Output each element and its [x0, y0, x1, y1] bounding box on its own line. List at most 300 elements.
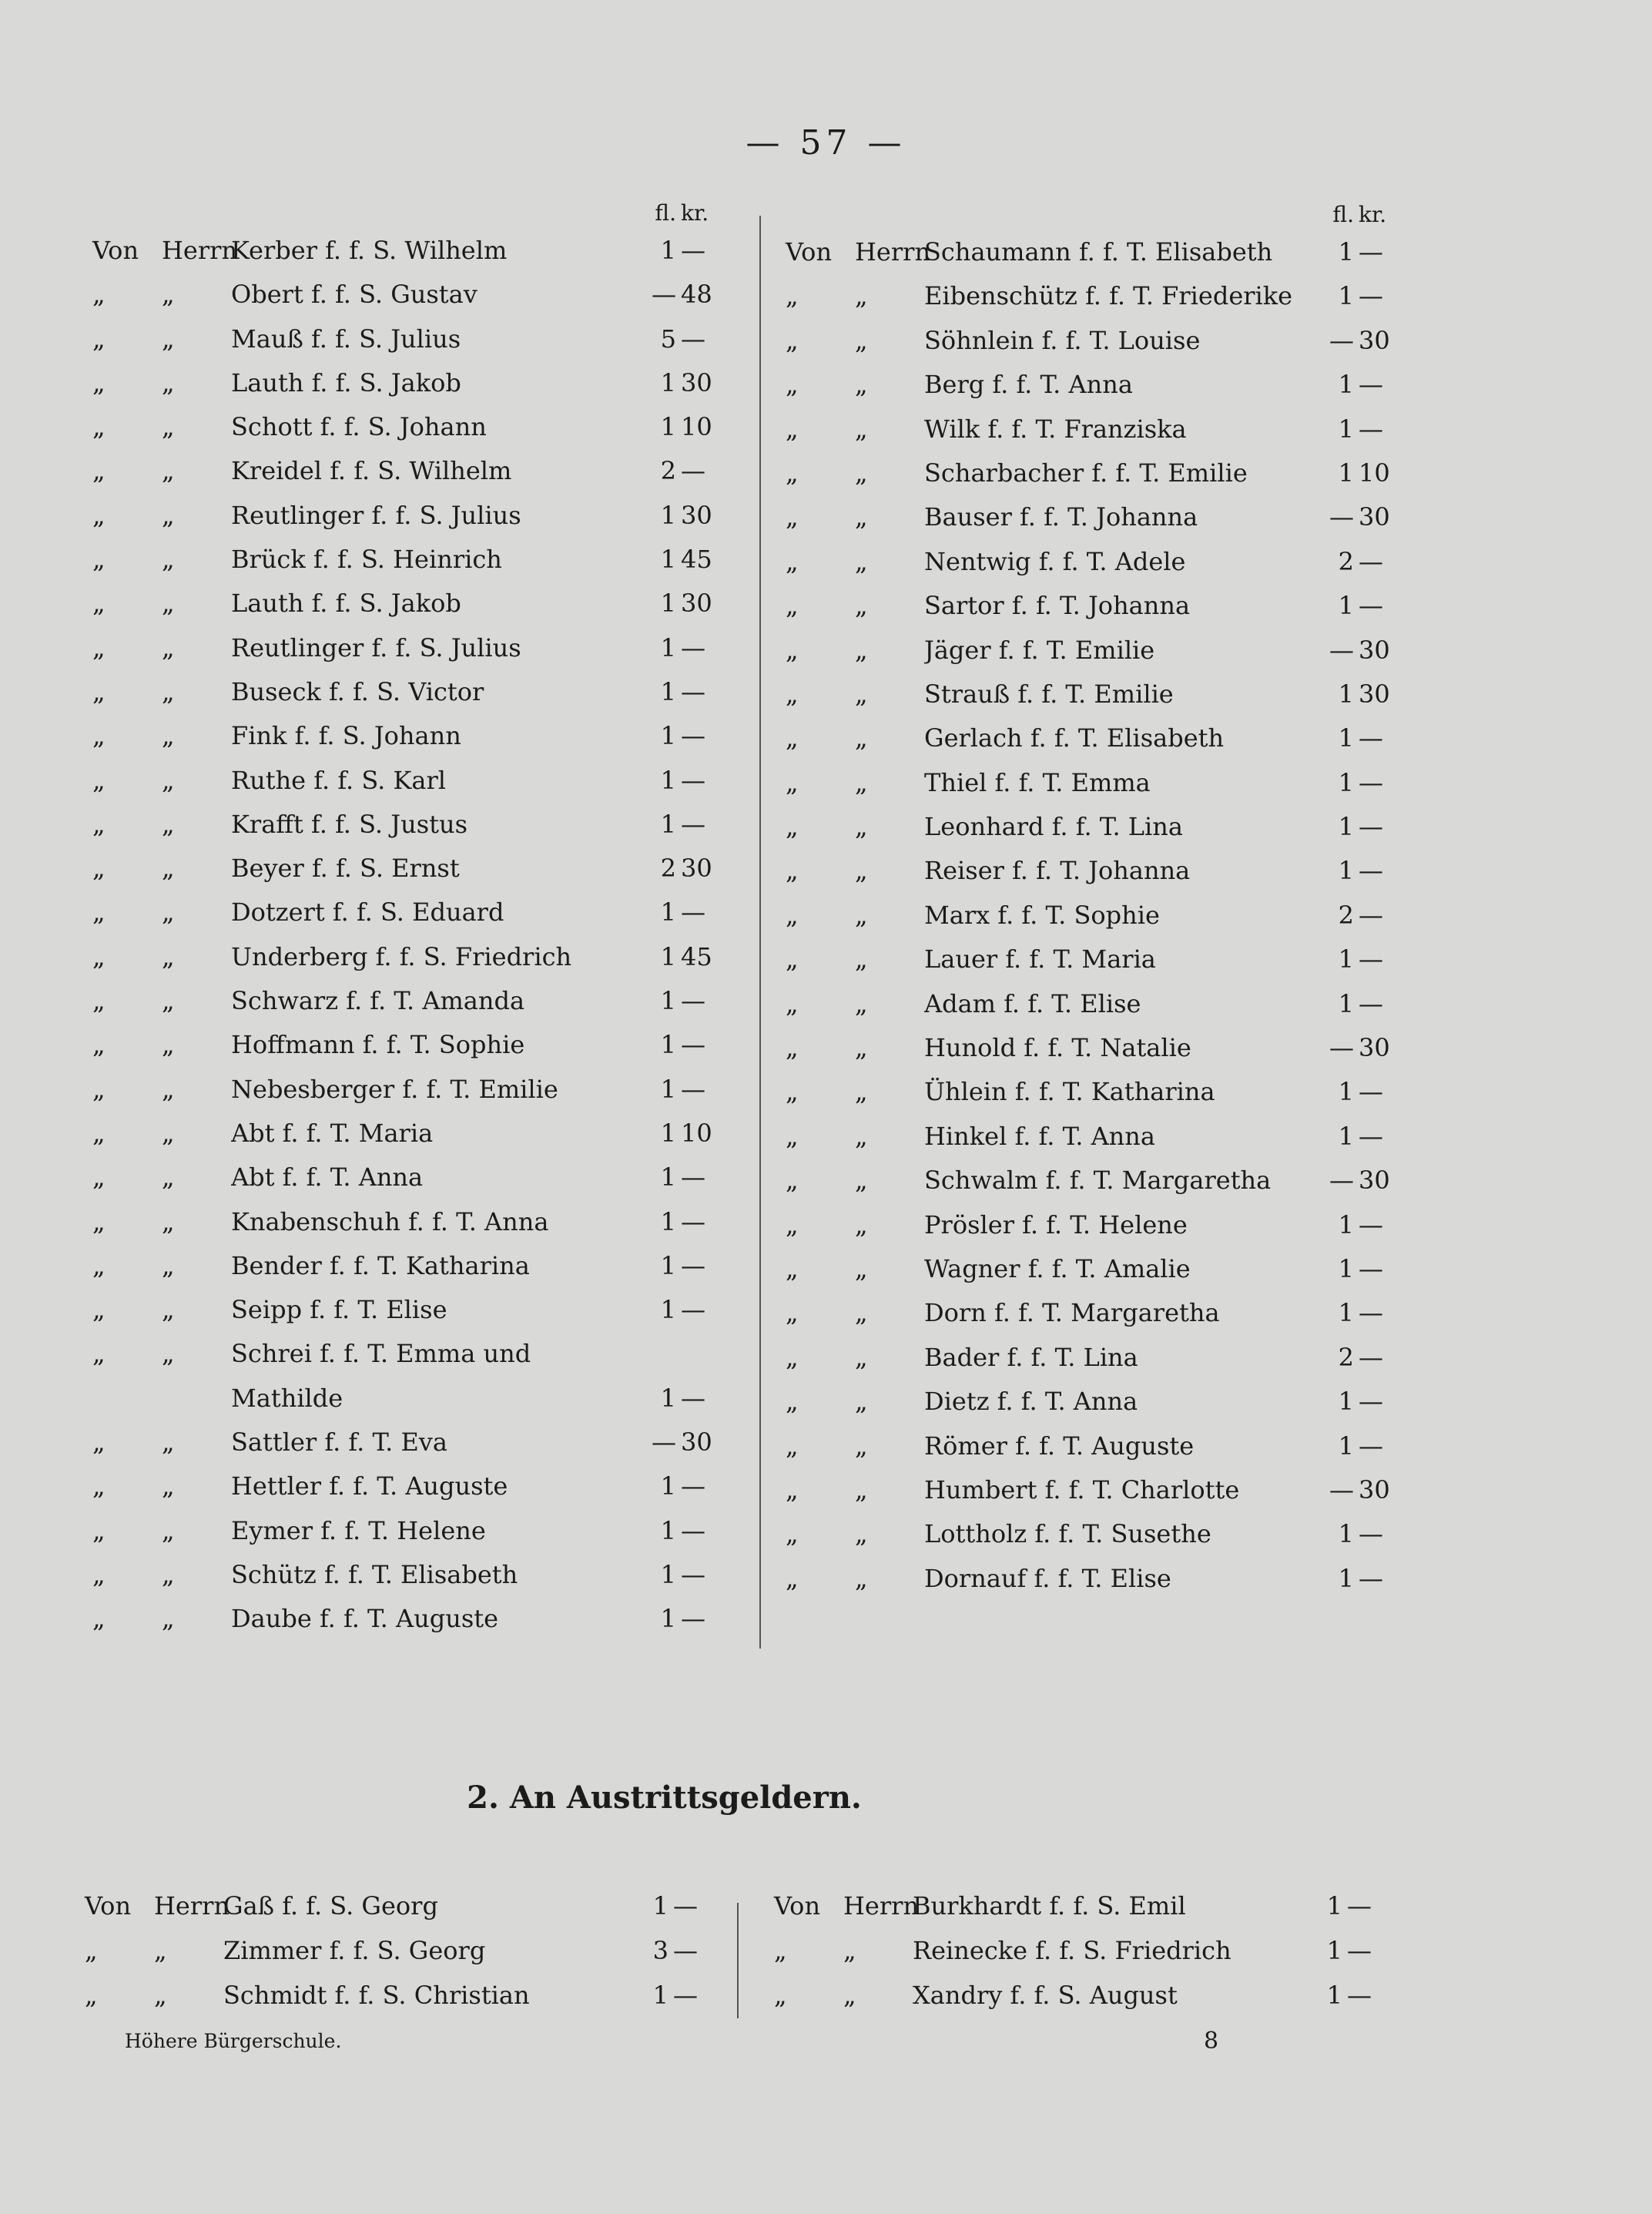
entry-row	[92, 1030, 724, 1074]
entry-row	[92, 1516, 724, 1560]
entry-row	[92, 501, 724, 545]
greeting: „	[786, 900, 799, 930]
entry-name: Söhnlein f. f. T. Louise	[924, 325, 1201, 355]
greeting: „	[92, 1339, 106, 1369]
amount-fl: 1	[1338, 591, 1354, 621]
greeting: „	[92, 500, 106, 530]
entry-row	[774, 1981, 1390, 2025]
unit-kr: kr.	[681, 200, 709, 226]
amount-fl: 1	[660, 986, 676, 1016]
amount-kr: —	[681, 1295, 705, 1325]
title: „	[855, 1387, 868, 1417]
entry-row	[92, 1295, 724, 1339]
entry-name: Lauer f. f. T. Maria	[924, 944, 1156, 974]
title: „	[855, 812, 868, 842]
entry-name: Obert f. f. S. Gustav	[231, 280, 478, 310]
entry-row	[786, 1122, 1402, 1166]
entries	[774, 1891, 1390, 2025]
title: „	[855, 1121, 868, 1151]
entry-name: Seipp f. f. T. Elise	[231, 1295, 447, 1325]
title: „	[855, 1166, 868, 1196]
amount-fl: —	[652, 280, 676, 310]
entry-row	[786, 281, 1402, 325]
entry-row	[786, 901, 1402, 944]
title: „	[162, 1427, 175, 1458]
amount-kr: —	[681, 897, 705, 928]
amount-kr: —	[1347, 1981, 1372, 2010]
entry-row	[786, 1210, 1402, 1254]
title: „	[162, 1559, 175, 1589]
unit-header	[786, 202, 1402, 237]
amount-kr: —	[673, 1981, 698, 2010]
amount-fl: 2	[660, 456, 676, 486]
entry-name: Humbert f. f. T. Charlotte	[924, 1474, 1240, 1505]
greeting: „	[92, 324, 106, 354]
greeting: „	[92, 1206, 106, 1236]
greeting: „	[786, 325, 799, 355]
title: „	[162, 1471, 175, 1501]
entry-row	[786, 591, 1402, 635]
right-column-bottom	[774, 1891, 1390, 2025]
footer-right: 8	[1204, 2028, 1219, 2055]
entry-name: Scharbacher f. f. T. Emilie	[924, 458, 1248, 488]
entry-name: Dietz f. f. T. Anna	[924, 1387, 1138, 1417]
entries	[85, 1891, 716, 2025]
amount-kr: 45	[681, 545, 712, 575]
entry-name: Hunold f. f. T. Natalie	[924, 1033, 1191, 1063]
amount-kr: 30	[681, 589, 712, 619]
entry-row	[786, 1033, 1402, 1077]
entry-row	[786, 856, 1402, 900]
amount-fl: 1	[1338, 237, 1354, 267]
entry-name: Schwalm f. f. T. Margaretha	[924, 1166, 1272, 1196]
entry-row	[92, 986, 724, 1030]
greeting: „	[92, 676, 106, 706]
title: „	[154, 1981, 167, 2010]
entry-name: Reinecke f. f. S. Friedrich	[913, 1936, 1231, 1965]
greeting: „	[92, 589, 106, 619]
title: „	[162, 941, 175, 971]
entry-name: Burkhardt f. f. S. Emil	[913, 1891, 1186, 1920]
amount-kr: —	[681, 1515, 705, 1545]
amount-fl: 2	[1338, 900, 1354, 930]
greeting: „	[786, 1033, 799, 1063]
entry-name: Hettler f. f. T. Auguste	[231, 1471, 508, 1501]
amount-fl: 1	[660, 1250, 676, 1280]
amount-fl: —	[1329, 502, 1354, 532]
entry-row	[786, 458, 1402, 502]
entry-row	[786, 1387, 1402, 1431]
entry-row	[92, 677, 724, 721]
greeting: „	[92, 854, 106, 884]
title: „	[162, 1250, 175, 1280]
amount-fl: 1	[660, 1030, 676, 1060]
amount-fl: 1	[660, 765, 676, 795]
amount-kr: —	[681, 1250, 705, 1280]
title: „	[162, 632, 175, 663]
title: „	[855, 1209, 868, 1240]
amount-kr: —	[1359, 591, 1383, 621]
amount-kr: 30	[1359, 502, 1390, 532]
title: „	[162, 280, 175, 310]
section-heading: 2. An Austrittsgeldern.	[467, 1780, 862, 1816]
entry-name: Eymer f. f. T. Helene	[231, 1515, 486, 1545]
amount-fl: 1	[1338, 1077, 1354, 1107]
amount-kr: —	[681, 1604, 705, 1634]
amount-kr: 30	[681, 1427, 712, 1458]
entry-row	[92, 1251, 724, 1295]
entry-row	[786, 547, 1402, 591]
entry-row	[92, 854, 724, 897]
amount-fl: 1	[660, 500, 676, 530]
greeting: „	[786, 812, 799, 842]
entry-row	[786, 1475, 1402, 1519]
entry-row	[774, 1891, 1390, 1936]
greeting: „	[85, 1936, 98, 1965]
title: „	[162, 986, 175, 1016]
entry-name: Kerber f. f. S. Wilhelm	[231, 236, 508, 265]
greeting: „	[786, 1431, 799, 1461]
entry-name: Zimmer f. f. S. Georg	[223, 1936, 486, 1965]
entry-row	[92, 1384, 724, 1427]
title: „	[855, 502, 868, 532]
greeting: „	[786, 1474, 799, 1505]
entry-name: Dorn f. f. T. Margaretha	[924, 1298, 1220, 1328]
entry-row	[92, 1427, 724, 1471]
greeting: Von	[786, 237, 833, 267]
amount-kr: —	[681, 456, 705, 486]
column-divider-bottom	[737, 1903, 739, 2018]
amount-kr: —	[1359, 944, 1383, 974]
entry-name: Mathilde	[231, 1383, 343, 1413]
title: „	[162, 500, 175, 530]
entry-row	[92, 456, 724, 500]
entry-name: Jäger f. f. T. Emilie	[924, 635, 1155, 665]
greeting: „	[786, 591, 799, 621]
amount-kr: —	[1359, 1342, 1383, 1372]
title: „	[855, 635, 868, 665]
greeting: „	[786, 1077, 799, 1107]
amount-fl: 1	[660, 897, 676, 928]
amount-kr: —	[1359, 988, 1383, 1018]
title: „	[855, 1342, 868, 1372]
amount-fl: 1	[1338, 1253, 1354, 1283]
entry-row	[92, 633, 724, 677]
title: „	[162, 721, 175, 751]
greeting: „	[786, 281, 799, 311]
amount-kr: —	[681, 765, 705, 795]
entry-row	[786, 989, 1402, 1033]
amount-kr: 10	[681, 1118, 712, 1148]
greeting: „	[92, 1295, 106, 1325]
amount-kr: —	[681, 1030, 705, 1060]
amount-kr: —	[673, 1891, 698, 1920]
entry-name: Römer f. f. T. Auguste	[924, 1431, 1195, 1461]
title: Herrn	[162, 236, 238, 265]
entry-name: Wagner f. f. T. Amalie	[924, 1253, 1191, 1283]
greeting: „	[92, 986, 106, 1016]
amount-kr: —	[681, 1559, 705, 1589]
entry-row	[92, 1075, 724, 1119]
entry-row	[92, 324, 724, 368]
amount-fl: —	[1329, 1166, 1354, 1196]
amount-kr: —	[681, 1074, 705, 1104]
greeting: Von	[85, 1891, 132, 1920]
entry-row	[786, 1564, 1402, 1608]
amount-fl: 1	[660, 367, 676, 398]
title: Herrn	[843, 1891, 920, 1920]
amount-kr: —	[1359, 812, 1383, 842]
amount-kr: —	[1359, 1519, 1383, 1549]
greeting: „	[92, 1604, 106, 1634]
amount-fl: 1	[1338, 1387, 1354, 1417]
amount-fl: 1	[1338, 767, 1354, 797]
greeting: „	[92, 1471, 106, 1501]
page-number: — 57 —	[746, 123, 906, 163]
amount-fl: 1	[660, 1206, 676, 1236]
unit-header	[92, 200, 724, 236]
entry-name: Beyer f. f. S. Ernst	[231, 854, 460, 884]
title: „	[162, 1118, 175, 1148]
right-column-top	[786, 202, 1402, 1608]
amount-kr: 30	[681, 367, 712, 398]
entry-name: Abt f. f. T. Anna	[231, 1162, 424, 1193]
amount-kr: —	[1359, 370, 1383, 400]
title: „	[843, 1981, 856, 2010]
entry-name: Wilk f. f. T. Franziska	[924, 414, 1187, 444]
amount-fl: 1	[660, 545, 676, 575]
amount-kr: 48	[681, 280, 712, 310]
entry-name: Strauß f. f. T. Emilie	[924, 679, 1174, 709]
title: „	[855, 281, 868, 311]
title: „	[162, 1339, 175, 1369]
entry-name: Underberg f. f. S. Friedrich	[231, 941, 572, 971]
entry-row	[92, 1560, 724, 1604]
amount-kr: —	[673, 1936, 698, 1965]
title: „	[162, 1206, 175, 1236]
entry-name: Bender f. f. T. Katharina	[231, 1250, 530, 1280]
greeting: „	[786, 1563, 799, 1593]
title: „	[855, 546, 868, 576]
entry-name: Knabenschuh f. f. T. Anna	[231, 1206, 549, 1236]
greeting: „	[786, 370, 799, 400]
title: „	[855, 1474, 868, 1505]
amount-fl: 1	[660, 1515, 676, 1545]
greeting: Von	[774, 1891, 821, 1920]
entry-name: Xandry f. f. S. August	[913, 1981, 1178, 2010]
amount-fl: —	[1329, 1033, 1354, 1063]
entry-row	[92, 897, 724, 941]
amount-kr: —	[681, 1383, 705, 1413]
title: „	[855, 325, 868, 355]
entry-name: Mauß f. f. S. Julius	[231, 324, 461, 354]
amount-fl: 1	[660, 721, 676, 751]
amount-kr: 30	[1359, 679, 1390, 709]
title: „	[855, 370, 868, 400]
entry-name: Ühlein f. f. T. Katharina	[924, 1077, 1215, 1107]
title: „	[162, 676, 175, 706]
greeting: „	[92, 809, 106, 839]
entries	[786, 237, 1402, 1608]
entry-row	[786, 1343, 1402, 1387]
greeting: „	[786, 1387, 799, 1417]
entries	[92, 236, 724, 1649]
title: „	[855, 1033, 868, 1063]
entry-name: Reutlinger f. f. S. Julius	[231, 632, 521, 663]
amount-kr: —	[1359, 856, 1383, 886]
title: „	[162, 854, 175, 884]
greeting: „	[92, 632, 106, 663]
title: Herrn	[855, 237, 931, 267]
amount-fl: 1	[1338, 1519, 1354, 1549]
amount-fl: 1	[1338, 723, 1354, 753]
entry-name: Schott f. f. S. Johann	[231, 412, 487, 442]
amount-fl: 1	[652, 1981, 669, 2010]
amount-fl: 1	[660, 1295, 676, 1325]
column-divider	[759, 216, 761, 1649]
amount-fl: 1	[660, 1471, 676, 1501]
entry-name: Lauth f. f. S. Jakob	[231, 589, 461, 619]
amount-fl: 1	[1338, 1431, 1354, 1461]
entry-name: Fink f. f. S. Johann	[231, 721, 461, 751]
greeting: „	[92, 1118, 106, 1148]
greeting: „	[786, 856, 799, 886]
title: „	[855, 591, 868, 621]
amount-fl: 1	[660, 676, 676, 706]
entry-row	[92, 368, 724, 412]
greeting: „	[786, 414, 799, 444]
amount-fl: 1	[1338, 812, 1354, 842]
amount-kr: —	[681, 632, 705, 663]
entry-row	[92, 545, 724, 589]
greeting: „	[92, 545, 106, 575]
entry-name: Ruthe f. f. S. Karl	[231, 765, 447, 795]
amount-fl: 2	[660, 854, 676, 884]
entry-name: Lauth f. f. S. Jakob	[231, 367, 461, 398]
greeting: „	[92, 1559, 106, 1589]
amount-fl: 1	[660, 809, 676, 839]
greeting: „	[774, 1936, 787, 1965]
amount-fl: 1	[660, 1559, 676, 1589]
left-column-top	[92, 200, 724, 1649]
amount-kr: —	[681, 676, 705, 706]
greeting: „	[786, 546, 799, 576]
amount-kr: 45	[681, 941, 712, 971]
entry-name: Schmidt f. f. S. Christian	[223, 1981, 530, 2010]
greeting: „	[786, 1166, 799, 1196]
entry-name: Reutlinger f. f. S. Julius	[231, 500, 521, 530]
greeting: „	[786, 1209, 799, 1240]
entry-row	[786, 723, 1402, 767]
entry-row	[786, 679, 1402, 723]
amount-kr: —	[1347, 1891, 1372, 1920]
title: „	[162, 1295, 175, 1325]
amount-fl: —	[652, 1427, 676, 1458]
amount-fl: —	[1329, 1474, 1354, 1505]
amount-fl: —	[1329, 635, 1354, 665]
amount-kr: 30	[1359, 325, 1390, 355]
title: „	[843, 1936, 856, 1965]
entry-row	[786, 370, 1402, 414]
entry-row	[92, 236, 724, 280]
greeting: „	[92, 941, 106, 971]
entry-row	[92, 1471, 724, 1515]
amount-fl: 1	[1338, 281, 1354, 311]
greeting: „	[786, 1342, 799, 1372]
title: „	[855, 988, 868, 1018]
entry-name: Leonhard f. f. T. Lina	[924, 812, 1183, 842]
amount-fl: 1	[1326, 1936, 1342, 1965]
entry-row	[786, 944, 1402, 988]
greeting: „	[786, 458, 799, 488]
amount-fl: 1	[1338, 856, 1354, 886]
amount-fl: 2	[1338, 546, 1354, 576]
unit-kr: kr.	[1359, 202, 1387, 227]
entry-name: Sattler f. f. T. Eva	[231, 1427, 447, 1458]
footer-left: Höhere Bürgerschule.	[125, 2030, 342, 2052]
entry-row	[92, 721, 724, 765]
amount-kr: —	[681, 1206, 705, 1236]
entry-name: Daube f. f. T. Auguste	[231, 1604, 499, 1634]
title: Herrn	[154, 1891, 230, 1920]
title: „	[162, 589, 175, 619]
entry-row	[786, 812, 1402, 856]
title: „	[162, 324, 175, 354]
entry-row	[85, 1891, 716, 1936]
entry-name: Hinkel f. f. T. Anna	[924, 1121, 1155, 1151]
title: „	[855, 1519, 868, 1549]
amount-fl: 1	[1326, 1981, 1342, 2010]
entry-name: Buseck f. f. S. Victor	[231, 676, 484, 706]
entry-row	[92, 1339, 724, 1383]
entry-row	[786, 1077, 1402, 1121]
title: „	[162, 412, 175, 442]
amount-kr: 10	[681, 412, 712, 442]
amount-fl: 3	[652, 1936, 669, 1965]
title: „	[855, 414, 868, 444]
amount-kr: 30	[1359, 1474, 1390, 1505]
entry-name: Hoffmann f. f. T. Sophie	[231, 1030, 525, 1060]
amount-kr: —	[1359, 546, 1383, 576]
amount-fl: 1	[660, 632, 676, 663]
amount-fl: 1	[1338, 1563, 1354, 1593]
entry-name: Dotzert f. f. S. Eduard	[231, 897, 504, 928]
entry-name: Reiser f. f. T. Johanna	[924, 856, 1191, 886]
entry-row	[786, 414, 1402, 458]
greeting: „	[85, 1981, 98, 2010]
greeting: „	[786, 1121, 799, 1151]
amount-fl: 1	[660, 412, 676, 442]
amount-fl: 1	[1338, 458, 1354, 488]
entry-row	[786, 1254, 1402, 1298]
unit-fl: fl.	[1332, 202, 1354, 227]
amount-fl: 1	[1338, 679, 1354, 709]
title: „	[855, 1563, 868, 1593]
title: „	[855, 944, 868, 974]
amount-fl: 1	[1338, 1298, 1354, 1328]
title: „	[162, 1604, 175, 1634]
amount-kr: —	[1359, 237, 1383, 267]
amount-kr: —	[1359, 1387, 1383, 1417]
amount-kr: —	[681, 1471, 705, 1501]
amount-kr: —	[1359, 723, 1383, 753]
amount-fl: 1	[1338, 944, 1354, 974]
entry-row	[92, 942, 724, 986]
greeting: „	[786, 635, 799, 665]
title: „	[855, 1431, 868, 1461]
title: „	[855, 900, 868, 930]
entry-row	[92, 412, 724, 456]
